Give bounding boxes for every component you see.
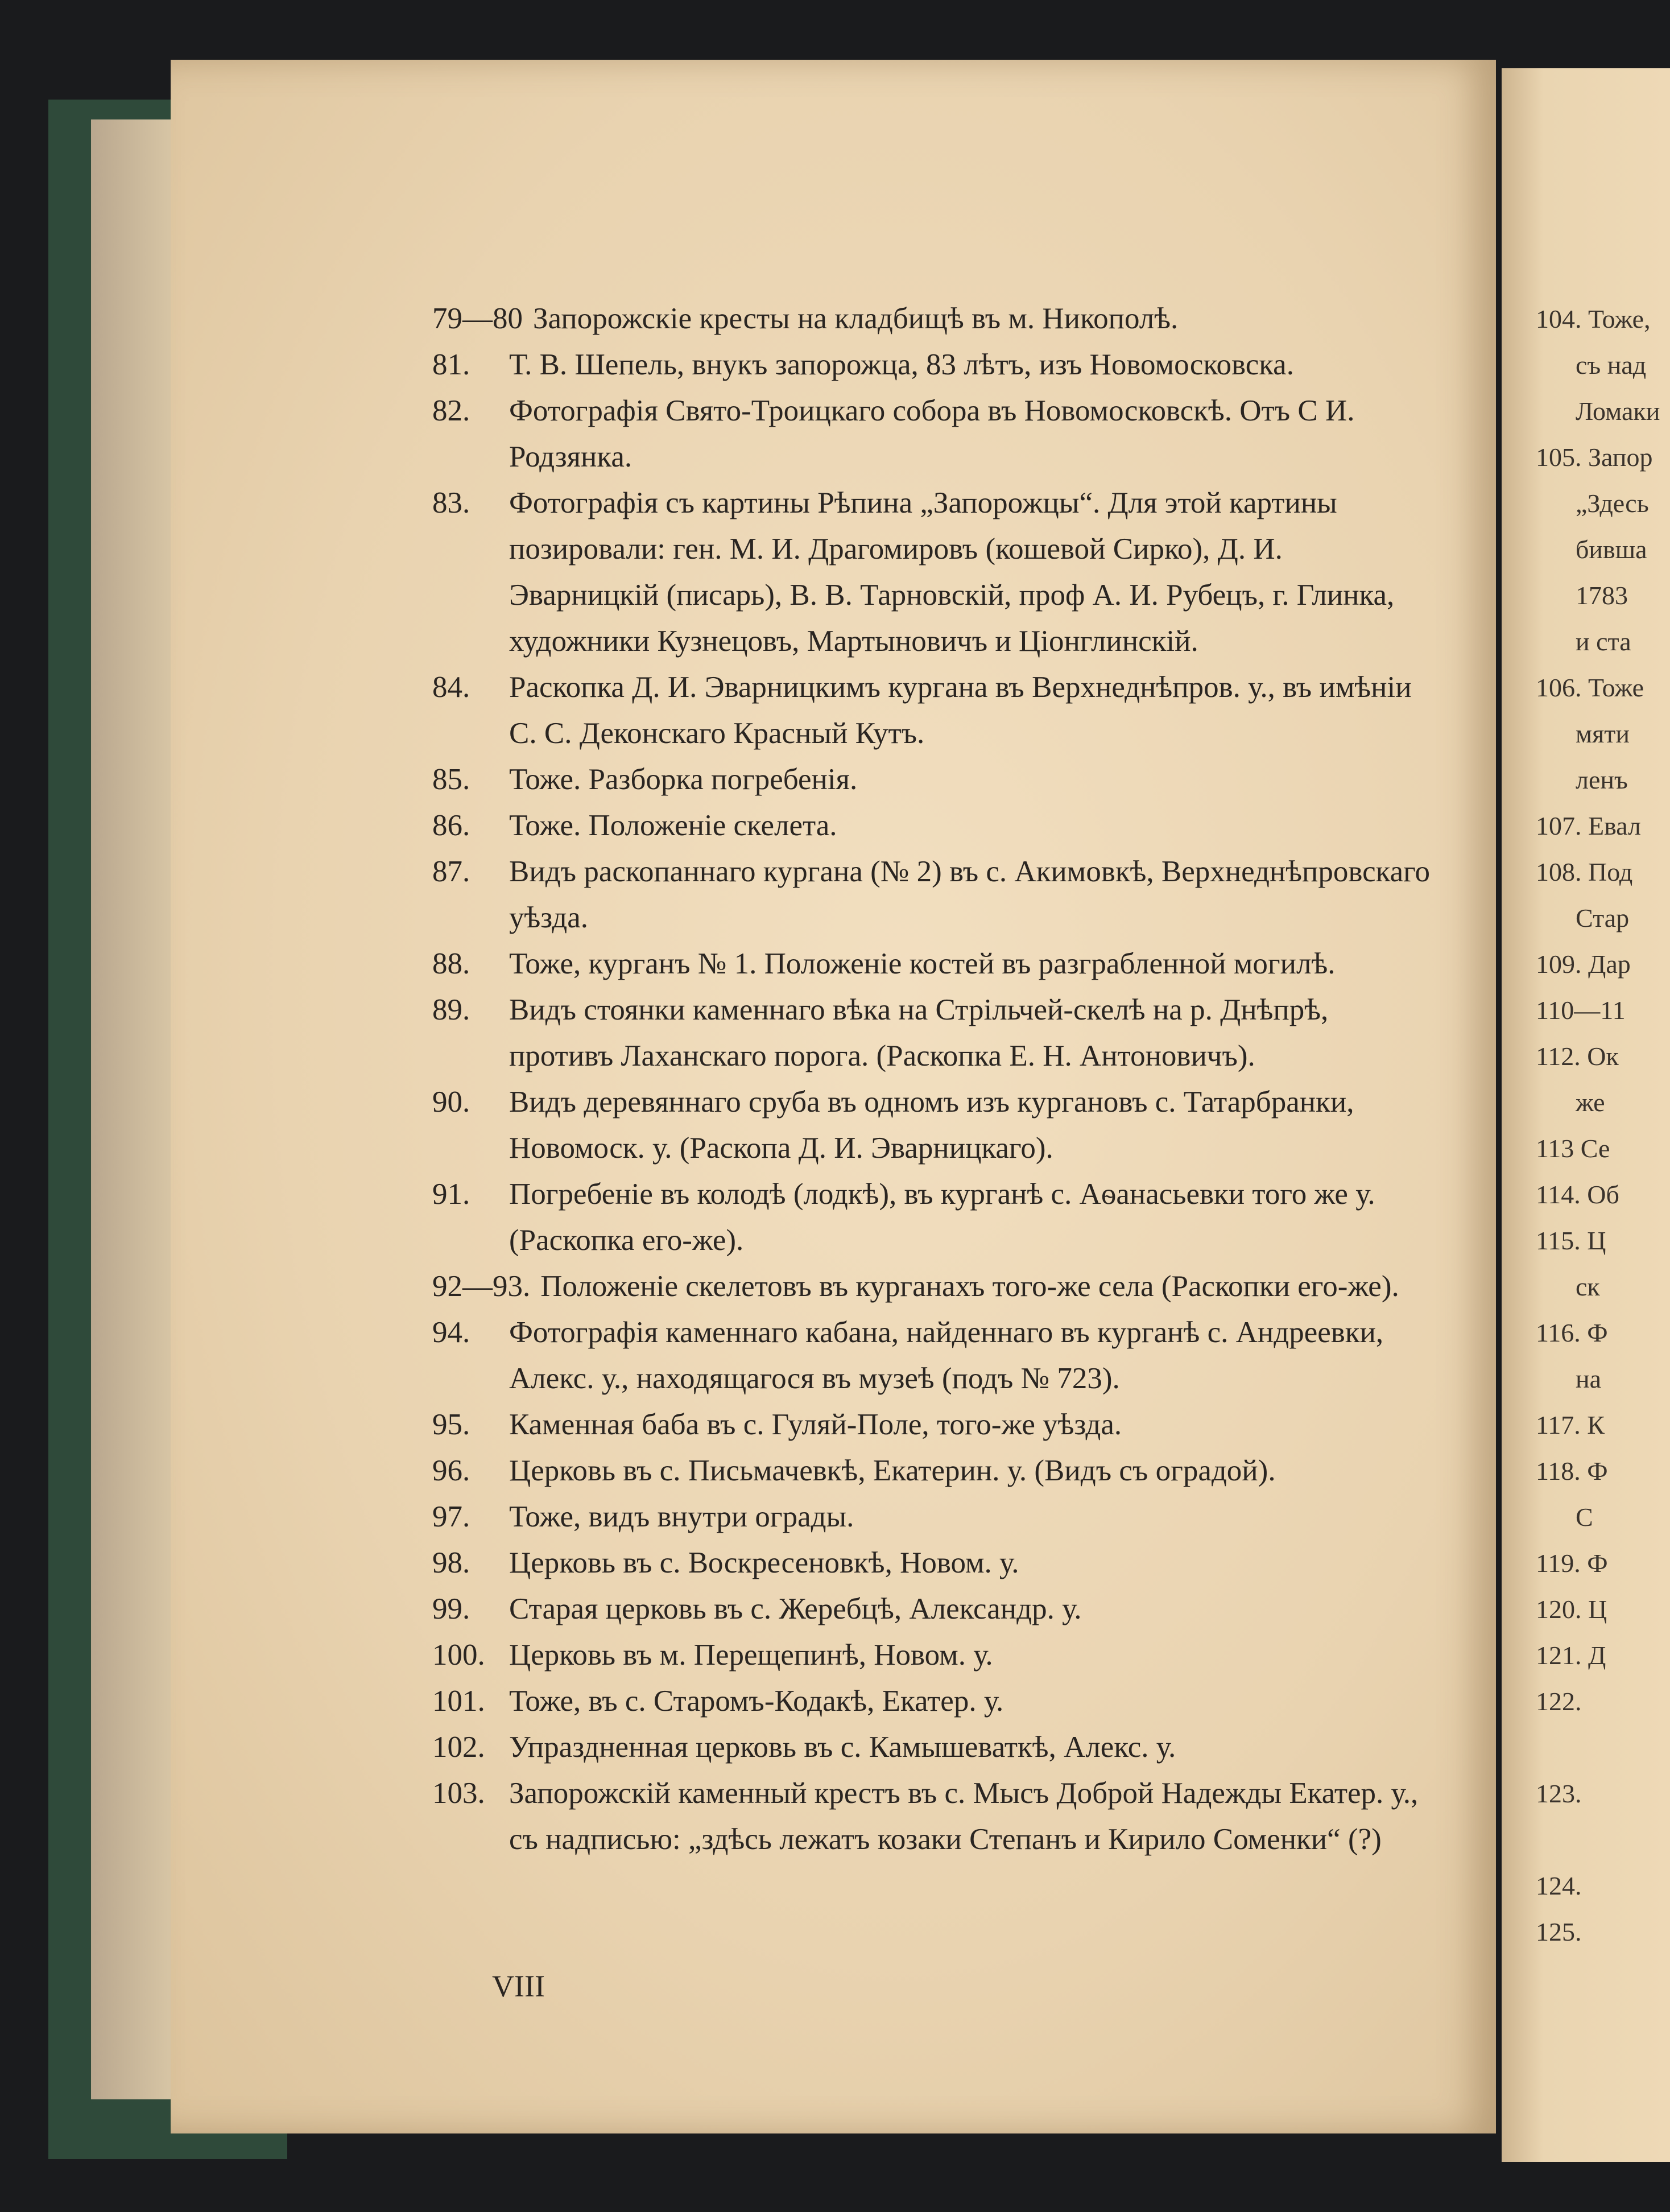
item-text: Тоже. Положеніе скелета.: [509, 809, 837, 842]
right-page-line: на: [1576, 1364, 1602, 1393]
item-text: Старая церковь въ с. Жеребцѣ, Александр. у.: [509, 1592, 1082, 1625]
item-number: 81.: [432, 348, 470, 381]
item-number: 84.: [432, 671, 470, 704]
right-page-line: 117. К: [1536, 1410, 1605, 1439]
list-item: [432, 941, 1433, 987]
right-page-text: [1536, 296, 1670, 1955]
item-text: Т. В. Шепель, внукъ запорожца, 83 лѣтъ, изъ Новомосковска.: [509, 348, 1294, 381]
right-page-line: 105. Запор: [1536, 443, 1653, 472]
item-number: 98.: [432, 1546, 470, 1579]
item-text: Видъ стоянки каменнаго вѣка на Стрільчей-скелѣ на р. Днѣпрѣ, противъ Лаханскаго порога. (Раскопка Е. Н. Антоновичъ).: [509, 993, 1329, 1072]
item-number: 100.: [432, 1639, 485, 1672]
item-text: Фотографія Свято-Троицкаго собора въ Новомосковскѣ. Отъ С И. Родзянка.: [509, 394, 1355, 473]
list-item: [432, 849, 1433, 941]
signature-mark: VIII: [492, 1969, 545, 2003]
item-number: 92—93.: [432, 1270, 531, 1303]
item-number: 97.: [432, 1500, 470, 1533]
item-number: 90.: [432, 1086, 470, 1119]
list-item: [432, 480, 1433, 665]
item-number: 95.: [432, 1408, 470, 1441]
right-page-line: ленъ: [1576, 765, 1628, 794]
list-item: [432, 1264, 1433, 1310]
item-text: Положеніе скелетовъ въ курганахъ того-же села (Раскопки его-же).: [540, 1270, 1399, 1303]
list-item: [432, 803, 1433, 849]
item-number: 89.: [432, 993, 470, 1026]
list-item: [432, 1079, 1433, 1171]
item-number: 79—80: [432, 302, 523, 335]
right-page-line: С: [1576, 1503, 1593, 1532]
right-page-line: и ста: [1576, 627, 1631, 656]
list-item: [432, 1540, 1433, 1586]
item-number: 101.: [432, 1685, 485, 1718]
right-page-line: бивша: [1576, 535, 1647, 564]
item-text: Каменная баба въ с. Гуляй-Поле, того-же уѣзда.: [509, 1408, 1122, 1441]
item-text: Погребеніе въ колодѣ (лодкѣ), въ курганѣ с. Аѳанасьевки того же у. (Раскопка его-же).: [509, 1178, 1375, 1257]
right-page-line: 110—11: [1536, 996, 1626, 1025]
right-page-line: 106. Тоже: [1536, 673, 1644, 702]
right-page-line: 109. Дар: [1536, 950, 1631, 979]
item-number: 103.: [432, 1777, 485, 1810]
right-page-line: 119. Ф: [1536, 1549, 1608, 1578]
right-page-line: [1536, 1724, 1670, 1771]
item-number: 83.: [432, 486, 470, 519]
right-page-line: 120. Ц: [1536, 1595, 1607, 1624]
item-text: Запорожскіе кресты на кладбищѣ въ м. Никополѣ.: [533, 302, 1179, 335]
item-text: Упраздненная церковь въ с. Камышеваткѣ, Алекс. у.: [509, 1731, 1176, 1764]
item-text: Видъ деревяннаго сруба въ одномъ изъ кургановъ с. Татарбранки, Новомоск. у. (Раскопа Д. И. Эварницкаго).: [509, 1086, 1354, 1165]
right-page-line: 104. Тоже,: [1536, 304, 1651, 333]
right-page-line: 124.: [1536, 1871, 1582, 1900]
right-page-line: 116. Ф: [1536, 1318, 1608, 1347]
item-text: Тоже, видъ внутри ограды.: [509, 1500, 854, 1533]
right-page-line: 114. Об: [1536, 1180, 1619, 1209]
item-number: 87.: [432, 855, 470, 888]
list-item: [432, 1494, 1433, 1540]
list-item: [432, 1448, 1433, 1494]
list-item: [432, 1632, 1433, 1678]
item-text: Фотографія съ картины Рѣпина „Запорожцы“. Для этой картины позировали: ген. М. И. Драгомировъ (кошевой Сирко), Д. И. Эварницкій (писарь), В. В. Тарновскій, проф А. И. Рубецъ, г. Глинка, художники Кузнецовъ, Мартыновичъ и Ціонглинскій.: [509, 486, 1395, 658]
list-item: [432, 342, 1433, 388]
list-item: [432, 388, 1433, 480]
item-number: 102.: [432, 1731, 485, 1764]
item-text: Тоже. Разборка погребенія.: [509, 763, 858, 796]
item-text: Запорожскій каменный крестъ въ с. Мысъ Доброй Надежды Екатер. у., съ надписью: „здѣсь лежатъ козаки Степанъ и Кирило Соменки“ (?): [509, 1777, 1419, 1856]
item-number: 85.: [432, 763, 470, 796]
right-page-line: же: [1576, 1088, 1605, 1117]
list-item: [432, 1586, 1433, 1632]
item-number: 88.: [432, 947, 470, 980]
item-text: Тоже, въ с. Старомъ-Кодакѣ, Екатер. у.: [509, 1685, 1004, 1718]
list-item: [432, 1310, 1433, 1402]
list-item: [432, 1402, 1433, 1448]
right-page-line: 108. Под: [1536, 857, 1633, 886]
right-page-line: 125.: [1536, 1917, 1582, 1946]
right-page-line: 115. Ц: [1536, 1226, 1606, 1255]
right-page-line: 107. Евал: [1536, 811, 1641, 840]
item-text: Фотографія каменнаго кабана, найденнаго въ курганѣ с. Андреевки, Алекс. у., находящагося въ музеѣ (подъ № 723).: [509, 1316, 1384, 1395]
right-page-line: Ломаки: [1576, 397, 1660, 426]
left-page-text: [432, 296, 1433, 1863]
right-page-line: Стар: [1576, 903, 1630, 932]
list-item: [432, 1171, 1433, 1264]
right-page-line: „Здесь: [1576, 489, 1649, 518]
list-item: [432, 757, 1433, 803]
item-text: Церковь въ м. Перещепинѣ, Новом. у.: [509, 1639, 993, 1672]
item-number: 82.: [432, 394, 470, 427]
list-item: [432, 1678, 1433, 1724]
item-number: 99.: [432, 1592, 470, 1625]
right-page-line: 123.: [1536, 1779, 1582, 1808]
item-number: 96.: [432, 1454, 470, 1487]
list-item: [432, 1771, 1433, 1863]
item-text: Тоже, курганъ № 1. Положеніе костей въ разграбленной могилѣ.: [509, 947, 1336, 980]
right-page-line: 113 Се: [1536, 1134, 1610, 1163]
right-page-line: 118. Ф: [1536, 1456, 1608, 1485]
item-text: Церковь въ с. Письмачевкѣ, Екатерин. у. (Видъ съ оградой).: [509, 1454, 1276, 1487]
right-page-line: 122.: [1536, 1687, 1582, 1716]
right-page-line: съ над: [1576, 350, 1647, 379]
item-text: Раскопка Д. И. Эварницкимъ кургана въ Верхнеднѣпров. у., въ имѣніи С. С. Деконскаго Красный Кутъ.: [509, 671, 1412, 750]
item-number: 94.: [432, 1316, 470, 1349]
right-page-line: 112. Ок: [1536, 1042, 1619, 1071]
right-page-line: [1536, 1817, 1670, 1863]
item-text: Церковь въ с. Воскресеновкѣ, Новом. у.: [509, 1546, 1019, 1579]
list-item: [432, 1724, 1433, 1771]
list-item: [432, 987, 1433, 1079]
right-page-line: 1783: [1576, 581, 1628, 610]
right-page-line: ск: [1576, 1272, 1600, 1301]
item-number: 86.: [432, 809, 470, 842]
right-page-line: 121. Д: [1536, 1641, 1606, 1670]
right-page-line: мяти: [1576, 719, 1630, 748]
list-item: [432, 296, 1433, 342]
list-item: [432, 665, 1433, 757]
item-text: Видъ раскопаннаго кургана (№ 2) въ с. Акимовкѣ, Верхнеднѣпровскаго уѣзда.: [509, 855, 1431, 934]
item-number: 91.: [432, 1178, 470, 1211]
